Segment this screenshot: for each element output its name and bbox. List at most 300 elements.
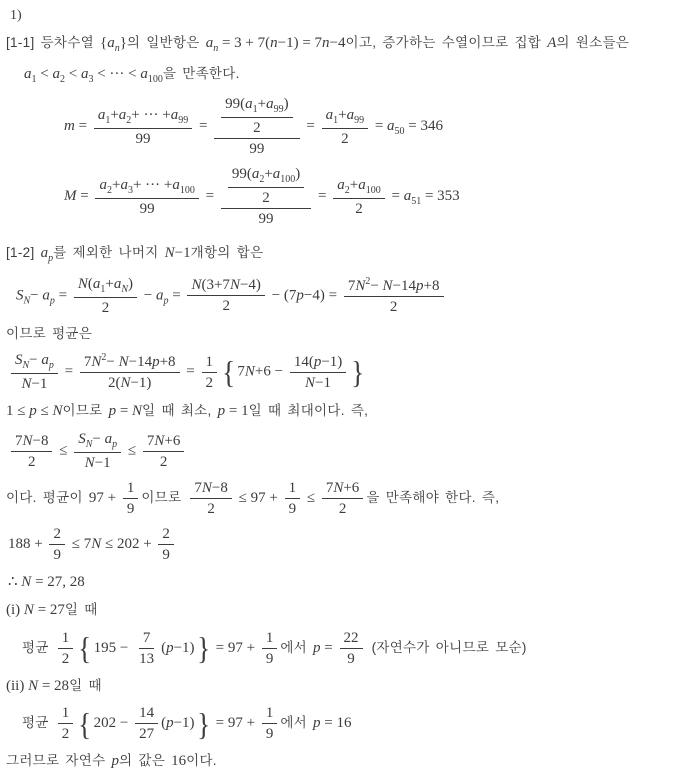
fraction-denominator: [158, 545, 174, 564]
math-subscript: 1: [31, 73, 37, 85]
step-1-2-intro: [6, 244, 690, 266]
fraction-denominator: [98, 298, 114, 317]
fraction-numerator: [95, 176, 198, 199]
math-literal: −: [106, 354, 119, 371]
math-variable: p: [313, 715, 321, 732]
math-literal: =: [371, 118, 388, 135]
math-literal: 1: [288, 480, 297, 497]
math-literal: 97 +: [88, 490, 120, 507]
case1-mean-calculation: 평균 $\frac{1}{2}$ { 195 − $\frac{7}{13}$ (p−1)} = 97 + $\frac{1}{9}$ 에서 p = $\frac{22}{9}$ (자연수가 아니므로 모순): [22, 629, 527, 667]
math-literal: +: [264, 166, 273, 182]
math-literal: 9: [265, 650, 274, 667]
math-superscript: 2: [101, 352, 107, 364]
math-literal: +: [105, 275, 114, 292]
math-literal: +: [111, 176, 121, 193]
math-literal: +6 −: [254, 363, 287, 380]
math-subscript: N: [121, 283, 129, 295]
math-variable: N: [91, 354, 102, 371]
fraction-denominator: [218, 296, 234, 315]
fraction-numerator: [94, 106, 192, 129]
math-literal: 9: [265, 726, 274, 743]
math-fraction: [135, 629, 158, 668]
math-literal: 9: [288, 501, 297, 518]
fraction-numerator: [11, 432, 52, 452]
math-subscript: 2: [59, 73, 65, 85]
math-variable: a: [155, 287, 164, 304]
math-literal: 14(: [293, 353, 314, 370]
math-subscript: 2: [126, 114, 132, 126]
fraction-numerator: [58, 629, 74, 649]
math-literal: 2: [207, 501, 215, 518]
math-literal: ): [128, 275, 134, 292]
math-literal: <: [36, 65, 53, 82]
math-variable: a: [337, 176, 345, 193]
math-literal: −14: [392, 277, 417, 294]
math-literal: =: [116, 403, 133, 420]
math-literal: 7: [325, 480, 334, 497]
math-literal: =: [302, 118, 319, 135]
math-variable: N: [191, 277, 202, 293]
final-answer: [6, 752, 690, 771]
text-run: 이므로: [141, 490, 188, 506]
fraction-denominator: [81, 453, 115, 472]
math-literal: =: [60, 363, 77, 380]
fraction-denominator: [262, 649, 278, 668]
fraction-denominator: [132, 129, 155, 148]
math-variable: N: [382, 277, 393, 294]
math-subscript: p: [112, 439, 118, 451]
math-variable: a: [170, 106, 179, 123]
math-fraction: [221, 95, 292, 137]
problem-number: 1): [10, 8, 22, 23]
fraction-numerator: [143, 432, 184, 452]
text-run: 평균: [22, 715, 55, 731]
mean-intro-text: [6, 326, 690, 343]
math-fraction: [228, 165, 304, 207]
math-literal: 2: [27, 453, 36, 470]
fraction-denominator: [285, 499, 301, 518]
math-fraction: [322, 106, 368, 148]
math-variable: a: [403, 188, 412, 205]
text-run: [1-2]: [6, 245, 41, 260]
fraction-numerator: [333, 176, 384, 199]
math-subscript: N: [85, 439, 93, 451]
text-run: 이므로: [62, 403, 109, 419]
text-run: 에서: [280, 715, 314, 731]
fraction-denominator: [203, 499, 219, 518]
math-variable: S: [78, 431, 86, 448]
math-literal: −: [370, 277, 383, 294]
math-variable: N: [28, 677, 39, 694]
math-subscript: p: [49, 295, 55, 307]
text-run: 의 값은: [119, 753, 172, 769]
math-variable: N: [22, 432, 33, 449]
math-variable: p: [296, 287, 304, 304]
math-variable: p: [313, 639, 321, 656]
math-variable: a: [245, 96, 253, 112]
step-1-1-intro: [6, 34, 690, 56]
fraction-numerator: [190, 479, 231, 499]
math-subscript: 99: [178, 114, 189, 126]
math-variable: p: [416, 277, 424, 294]
math-literal: 99(: [231, 166, 252, 182]
math-literal: −1): [130, 375, 152, 392]
math-fraction: [11, 432, 52, 471]
fraction-denominator: [301, 373, 335, 392]
text-run: 의 일반항은: [126, 35, 206, 50]
fraction-numerator: [158, 525, 174, 545]
math-variable: S: [16, 287, 24, 304]
formula-7n-bounds: [6, 525, 690, 564]
math-literal: ≤: [55, 442, 72, 459]
math-fraction: [158, 525, 174, 564]
fraction-denominator: [24, 452, 40, 471]
text-run: 일 때 최소,: [142, 403, 218, 419]
math-literal: +6: [343, 480, 360, 497]
fraction-denominator: [123, 499, 139, 518]
math-literal: 1: [126, 480, 135, 497]
math-subscript: 3: [88, 73, 94, 85]
math-variable: N: [120, 375, 131, 392]
text-run: [1-1] 등차수열: [6, 35, 100, 50]
math-literal: = 353: [421, 188, 460, 205]
math-variable: a: [41, 352, 49, 369]
p-range-text: [6, 402, 690, 421]
math-literal: 2: [389, 298, 398, 315]
math-subscript: N: [22, 360, 30, 372]
math-fraction: [262, 629, 278, 668]
math-fraction: [11, 351, 58, 393]
math-literal: =: [74, 118, 91, 135]
math-variable: A: [547, 35, 557, 51]
fraction-numerator: [135, 704, 158, 724]
math-variable: N: [244, 363, 255, 380]
fraction-denominator: [262, 724, 278, 743]
math-literal: −1: [31, 376, 48, 393]
math-literal: ∴: [8, 574, 22, 591]
text-run: 이다. 평균이: [6, 490, 89, 506]
fraction-numerator: [262, 704, 278, 724]
text-run: (자연수가 아니므로 모순): [365, 639, 527, 655]
math-literal: 1: [61, 629, 70, 646]
math-literal: 1: [265, 705, 274, 722]
math-literal: ≤ 97 +: [234, 490, 282, 507]
math-subscript: N: [23, 295, 31, 307]
fraction-numerator: [74, 430, 121, 453]
math-fraction: [74, 275, 137, 317]
math-literal: 9: [162, 547, 170, 564]
fraction-numerator: [123, 479, 139, 499]
math-literal: 2(: [107, 375, 121, 392]
fraction-numerator: [285, 479, 301, 499]
math-superscript: 2: [365, 275, 371, 287]
math-subscript: 100: [179, 184, 195, 196]
math-literal: + ··· +: [132, 176, 173, 193]
math-literal: 2: [101, 299, 110, 316]
math-fraction: [221, 165, 311, 228]
fraction-denominator: [49, 545, 65, 564]
math-literal: =: [201, 188, 218, 205]
math-literal: ≤: [36, 403, 53, 420]
fraction-denominator: [335, 499, 351, 518]
math-literal: =: [320, 639, 337, 656]
math-variable: a: [266, 96, 274, 112]
math-variable: a: [120, 176, 128, 193]
math-literal: −14: [128, 354, 153, 371]
math-literal: ≤: [124, 442, 140, 459]
math-variable: a: [80, 65, 89, 82]
fraction-numerator: [322, 479, 363, 499]
fraction-numerator: [262, 629, 278, 649]
fraction-denominator: [245, 139, 268, 158]
math-variable: S: [15, 352, 23, 369]
math-literal: <: [64, 65, 81, 82]
math-fraction: [58, 704, 74, 743]
math-literal: 7: [347, 277, 356, 294]
case2-header: [6, 677, 690, 696]
math-subscript: 2: [344, 184, 350, 196]
math-literal: 2: [338, 501, 347, 518]
fraction-denominator: [255, 209, 278, 228]
math-literal: 2: [262, 190, 270, 206]
math-variable: a: [92, 275, 101, 292]
mean-condition-text: [6, 479, 690, 518]
math-literal: = 27, 28: [31, 574, 85, 591]
math-literal: 27: [139, 726, 155, 743]
fraction-denominator: [343, 649, 359, 668]
math-literal: ): [295, 166, 301, 182]
math-fraction: [285, 479, 301, 518]
math-variable: a: [272, 166, 281, 182]
math-literal: 7: [146, 432, 155, 449]
math-literal: =: [182, 363, 199, 380]
math-literal: 195 −: [93, 639, 133, 656]
math-literal: 1: [265, 629, 274, 646]
math-literal: −1): [321, 353, 343, 370]
math-variable: a: [140, 65, 148, 82]
math-literal: 7: [237, 363, 245, 380]
math-literal: 1: [61, 705, 70, 722]
math-variable: p: [29, 403, 37, 420]
math-variable: p: [166, 639, 174, 656]
math-literal: = 28: [38, 677, 70, 694]
math-literal: = 3 + 7(: [218, 35, 271, 51]
math-literal: =: [195, 118, 212, 135]
math-subscript: 1: [333, 114, 339, 126]
fraction-denominator: [104, 373, 155, 392]
math-literal: 7: [142, 629, 151, 646]
math-subscript: 100: [365, 184, 381, 196]
math-literal: −1): [173, 715, 195, 732]
math-variable: m: [64, 118, 75, 135]
math-literal: +: [349, 176, 359, 193]
fraction-denominator: [156, 452, 172, 471]
math-literal: = 97 +: [211, 639, 259, 656]
text-run: 그러므로 자연수: [6, 753, 112, 769]
math-subscript: 100: [147, 73, 163, 85]
text-run: 개항의 합은: [190, 245, 264, 260]
math-subscript: n: [213, 43, 219, 54]
math-variable: N: [229, 277, 240, 293]
formula-sum-excluding-ap: [6, 275, 690, 317]
math-variable: N: [305, 374, 316, 391]
math-literal: 13: [139, 650, 155, 667]
fraction-denominator: [351, 199, 367, 218]
math-literal: +: [110, 106, 119, 123]
math-literal: 99: [249, 141, 265, 157]
text-run: 에서: [280, 639, 314, 655]
math-fraction: [322, 479, 363, 518]
math-literal: 1 ≤: [6, 403, 30, 420]
math-literal: =: [314, 188, 331, 205]
fraction-denominator: [136, 199, 159, 218]
math-variable: a: [325, 106, 334, 123]
math-literal: 2: [61, 726, 70, 743]
math-literal: ≤ 202 +: [101, 536, 156, 553]
math-literal: 2: [159, 453, 168, 470]
math-literal: 2: [205, 374, 214, 391]
math-literal: = 16: [320, 715, 352, 732]
fraction-numerator: [221, 165, 311, 209]
math-fraction: [340, 629, 363, 668]
math-variable: N: [201, 480, 212, 497]
step-1-1-sequence-order: [6, 65, 690, 87]
math-variable: N: [154, 432, 165, 449]
math-literal: −1: [94, 455, 111, 472]
math-literal: −4) =: [303, 287, 341, 304]
math-fraction: [95, 176, 198, 218]
formula-mean-expression: $\frac{S_N- a_p}{N-1}$ = $\frac{7N^2- N-14p+8}{2(N-1)}$ = $\frac{1}{2}$ { 7N+6 − $\frac{14(p-1)}{N-1}$ }: [6, 351, 690, 393]
math-subscript: 50: [394, 126, 405, 138]
math-subscript: 1: [105, 114, 111, 126]
math-literal: (3+7: [201, 277, 230, 293]
math-fraction: [80, 352, 180, 392]
math-variable: p: [152, 354, 160, 371]
math-literal: }: [119, 35, 127, 51]
math-fraction: [344, 276, 444, 316]
math-literal: 2: [222, 298, 230, 314]
math-literal: 14: [139, 705, 155, 722]
math-literal: 99: [135, 130, 151, 147]
text-run: 평균: [22, 639, 55, 655]
math-variable: N: [355, 277, 366, 294]
text-run: 를 제외한 나머지: [53, 245, 165, 260]
math-literal: 9: [126, 501, 135, 518]
math-fraction: [290, 353, 346, 392]
text-run: 의 원소들은: [556, 35, 630, 50]
math-variable: N: [132, 403, 143, 420]
text-run: 일 때: [69, 677, 102, 693]
math-literal: +8: [423, 277, 440, 294]
fraction-denominator: [337, 129, 353, 148]
fraction-numerator: [214, 95, 299, 139]
math-literal: =: [76, 188, 93, 205]
fraction-numerator: [49, 525, 65, 545]
math-literal: + ··· +: [131, 106, 171, 123]
math-variable: N: [333, 480, 344, 497]
math-literal: +8: [159, 354, 176, 371]
math-fraction: [49, 525, 65, 564]
math-literal: =: [54, 287, 71, 304]
math-literal: 188 +: [8, 536, 47, 553]
math-subscript: p: [48, 360, 54, 372]
math-literal: 202 −: [93, 715, 133, 732]
math-fraction: [190, 479, 231, 518]
text-run: 을 만족한다.: [162, 65, 240, 81]
math-variable: a: [387, 118, 395, 135]
fraction-numerator: [221, 95, 292, 118]
math-fraction: [214, 95, 299, 158]
math-variable: p: [166, 715, 174, 732]
fraction-numerator: [11, 351, 58, 374]
formula-mean-bounds: [6, 430, 690, 472]
math-literal: −1): [173, 639, 195, 656]
math-literal: (: [161, 715, 167, 732]
math-fraction: [123, 479, 139, 518]
math-variable: N: [21, 574, 32, 591]
math-literal: +6: [164, 432, 181, 449]
text-run: 일 때: [64, 601, 98, 617]
math-variable: M: [64, 188, 77, 205]
math-variable: a: [24, 65, 32, 82]
math-literal: ≤: [303, 490, 319, 507]
fraction-numerator: [80, 352, 180, 373]
math-literal: 99(: [225, 96, 246, 112]
math-subscript: 2: [106, 184, 112, 196]
text-run: 이고, 증가하는 수열이므로 집합: [345, 35, 548, 50]
math-variable: a: [52, 65, 60, 82]
math-fraction: [262, 704, 278, 743]
math-variable: p: [108, 403, 117, 420]
math-subscript: 99: [354, 114, 365, 126]
fraction-numerator: [290, 353, 346, 373]
math-literal: 1: [205, 353, 214, 370]
math-fraction: [58, 629, 74, 668]
math-variable: N: [84, 455, 95, 472]
math-literal: −4): [239, 277, 261, 293]
fraction-numerator: [187, 276, 264, 296]
math-subscript: n: [114, 43, 120, 54]
fraction-numerator: [340, 629, 363, 649]
text-run: 을 만족해야 한다. 즉,: [366, 490, 500, 506]
math-variable: a: [358, 176, 366, 193]
math-variable: a: [42, 287, 50, 304]
math-variable: a: [107, 35, 115, 51]
math-fraction: [135, 704, 158, 743]
math-variable: a: [113, 275, 122, 292]
case1-header: [6, 601, 690, 620]
math-subscript: p: [48, 253, 54, 264]
math-literal: 99: [139, 200, 155, 217]
math-variable: N: [77, 275, 88, 292]
math-fraction: [94, 106, 192, 148]
math-fraction: [187, 276, 264, 315]
fraction-denominator: [386, 297, 402, 316]
math-subscript: 51: [411, 196, 422, 208]
math-literal: 7: [15, 432, 23, 449]
math-variable: p: [217, 403, 226, 420]
math-literal: 99: [258, 211, 274, 227]
math-literal: (ii): [6, 677, 29, 694]
math-literal: ): [283, 96, 289, 112]
math-literal: 2: [53, 526, 61, 543]
math-literal: 2: [253, 120, 261, 136]
fraction-numerator: [74, 275, 137, 298]
math-literal: +: [338, 106, 347, 123]
math-literal: 16: [171, 753, 187, 770]
fraction-denominator: [58, 649, 74, 668]
math-literal: −: [92, 431, 105, 448]
